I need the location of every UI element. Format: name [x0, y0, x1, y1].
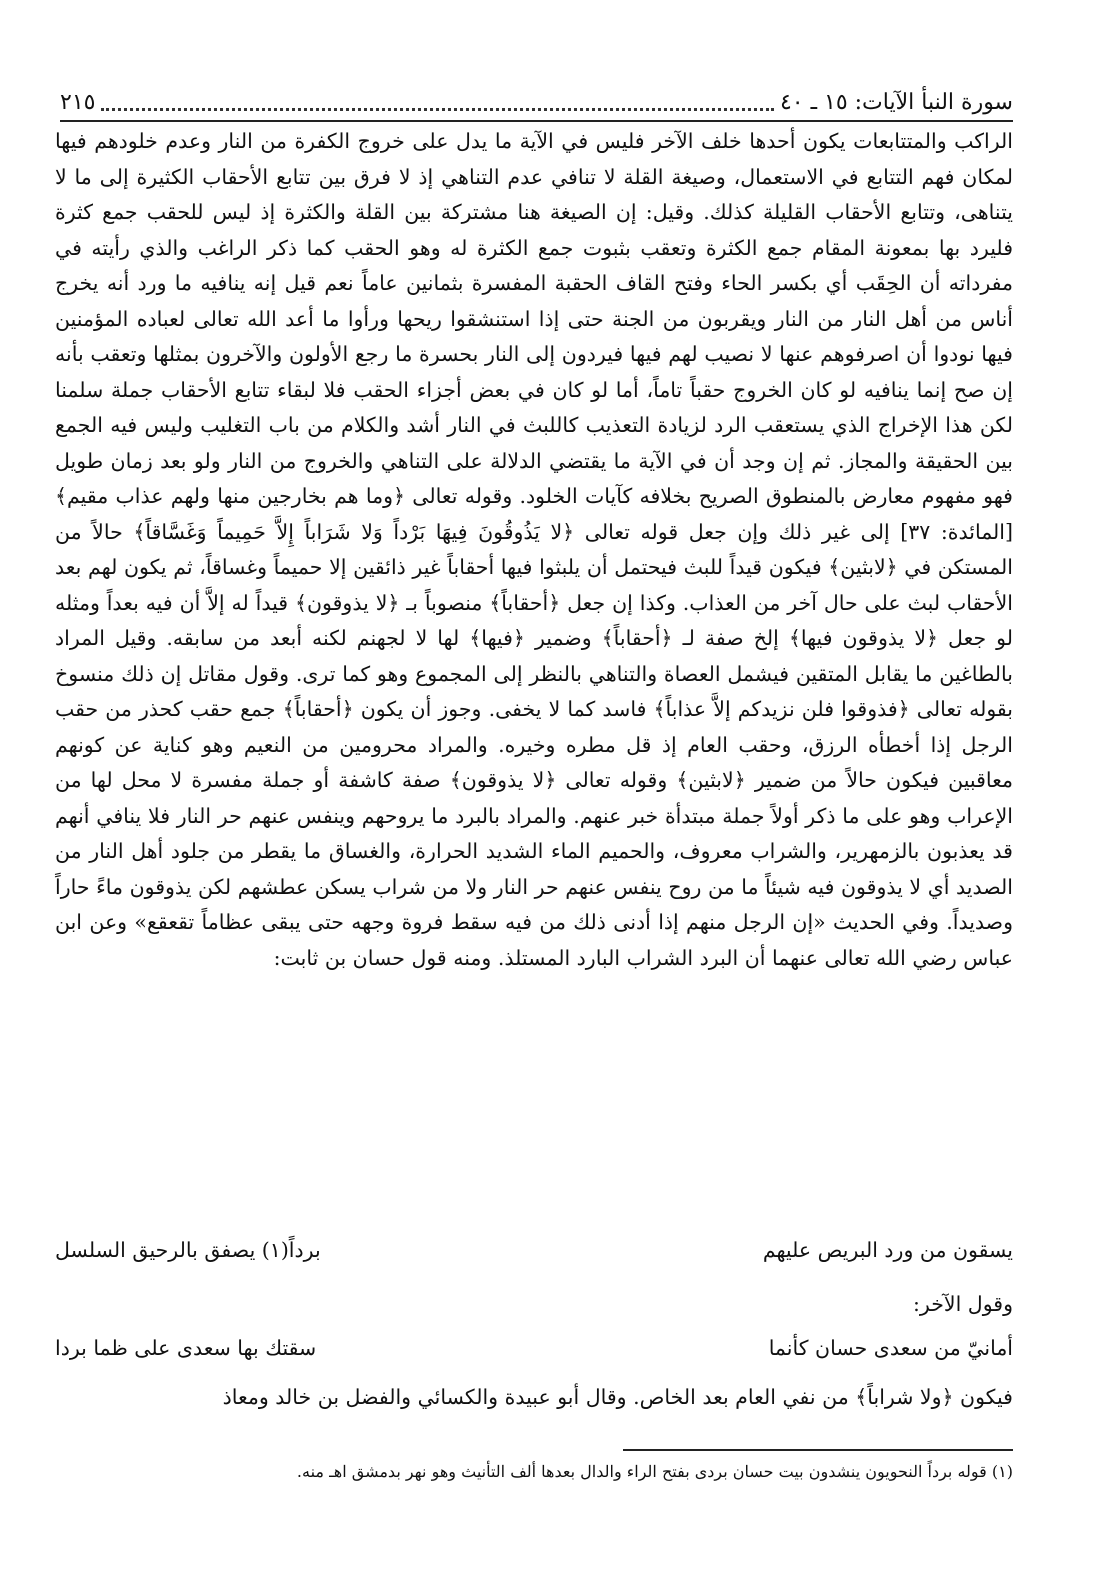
verse-2-first-hemistich: أمانيّ من سعدى حسان كأنما: [768, 1336, 1013, 1360]
closing-line: فيكون ﴿ولا شراباً﴾ من نفي العام بعد الخاص. وقال أبو عبيدة والكسائي والفضل بن خالد ومعاذ: [222, 1385, 1013, 1409]
footnote: (١) قوله برداً النحويون ينشدون بيت حسان بردى بفتح الراء والدال بعدها ألف التأنيث وهو نهر بدمشق اهـ منه.: [296, 1462, 1013, 1481]
verse-1-first-hemistich: يسقون من ورد البريص عليهم: [762, 1238, 1013, 1262]
header-rule: [60, 120, 1013, 122]
header-leader-dots: [101, 94, 773, 111]
surah-title: سورة النبأ الآيات: ١٥ ـ ٤٠: [779, 89, 1013, 115]
commentary-paragraph: الراكب والمتتابعات يكون أحدها خلف الآخر فليس في الآية ما يدل على خروج الكفرة من النار وعدم خلودهم فيها لمكان فهم التتابع في الاستعمال، وصيغة القلة لا تنافي عدم التناهي إذ لا فرق بين تتابع الأحقاب الكثيرة إلى ما لا يتناهى، وتتابع الأحقاب القليلة كذلك. وقيل: إن الصيغة هنا مشتركة بين القلة والكثرة إذ ليس للحقب جمع كثرة فليرد بها بمعونة المقام جمع الكثرة وتعقب بثبوت جمع الكثرة له وهو الحقب كما ذكر الراغب والذي رأيته في مفرداته أن الحِقَب أي بكسر الحاء وفتح القاف الحقبة المفسرة بثمانين عاماً نعم قيل إنه ينافيه ما ورد أنه يخرج أناس من أهل النار من النار ويقربون من الجنة حتى إذا استنشقوا ريحها ورأوا ما أعد الله تعالى لعباده المؤمنين فيها نودوا أن اصرفوهم عنها لا نصيب لهم فيها فيردون إلى النار بحسرة ما رجع الأولون والآخرون بمثلها وتعقب بأنه إن صح إنما ينافيه لو كان الخروج حقباً تاماً، أما لو كان في بعض أجزاء الحقب فلا لبقاء تتابع الأحقاب جملة سلمنا لكن هذا الإخراج الذي يستعقب الرد لزيادة التعذيب كاللبث في النار أشد والكلام من باب التغليب وليس فيه الجمع بين الحقيقة والمجاز. ثم إن وجد أن في الآية ما يقتضي الدلالة على التناهي والخروج من النار ولو بعد زمان طويل فهو مفهوم معارض بالمنطوق الصريح بخلافه كآيات الخلود. وقوله تعالى ﴿وما هم بخارجين منها ولهم عذاب مقيم﴾ [المائدة: ٣٧] إلى غير ذلك وإن جعل قوله تعالى ﴿لا يَذُوقُونَ فِيهَا بَرْداً وَلا شَرَاباً إِلاَّ حَمِيماً وَغَسَّاقاً﴾ حالاً من المستكن في ﴿لابثين﴾ فيكون قيداً للبث فيحتمل أن يلبثوا فيها أحقاباً غير ذائقين إلا حميماً وغساقاً، ثم يكون لهم بعد الأحقاب لبث على حال آخر من العذاب. وكذا إن جعل ﴿أحقاباً﴾ منصوباً بـ ﴿لا يذوقون﴾ قيداً له إلاَّ أن فيه بعداً ومثله لو جعل ﴿لا يذوقون فيها﴾ إلخ صفة لـ ﴿أحقاباً﴾ وضمير ﴿فيها﴾ لها لا لجهنم لكنه أبعد من سابقه. وقيل المراد بالطاغين ما يقابل المتقين فيشمل العصاة والتناهي بالنظر إلى المجموع وهو كما ترى. وقول مقاتل إن ذلك منسوخ بقوله تعالى ﴿فذوقوا فلن نزيدكم إلاَّ عذاباً﴾ فاسد كما لا يخفى. وجوز أن يكون ﴿أحقاباً﴾ جمع حقب كحذر من حقب الرجل إذا أخطأه الرزق، وحقب العام إذ قل مطره وخيره. والمراد محرومين من النعيم وهو كناية عن كونهم معاقبين فيكون حالاً من ضمير ﴿لابثين﴾ وقوله تعالى ﴿لا يذوقون﴾ صفة كاشفة أو جملة مفسرة لا محل لها من الإعراب وهو على ما ذكر أولاً جملة مبتدأة خبر عنهم. والمراد بالبرد ما يروحهم وينفس عنهم حر النار فلا ينافي أنهم قد يعذبون بالزمهرير، والشراب معروف، والحميم الماء الشديد الحرارة، والغساق ما يقطر من جلود أهل النار من الصديد أي لا يذوقون فيه شيئاً ما من روح ينفس عنهم حر النار ولا من شراب يسكن عطشهم لكن يذوقون ماءً حاراً وصديداً. وفي الحديث «إن الرجل منهم إذا أدنى ذلك من فيه سقط فروة وجهه حتى يبقى عظاماً تقعقع» وعن ابن عباس رضي الله تعالى عنهما أن البرد الشراب البارد المستلذ. ومنه قول حسان بن ثابت:: [55, 129, 1013, 970]
running-header: [60, 86, 1013, 118]
verse-1-second-hemistich: برداً(١) يصفق بالرحيق السلسل: [55, 1238, 321, 1262]
other-poet-intro: وقول الآخر:: [913, 1292, 1013, 1316]
footnote-rule: [623, 1449, 1013, 1451]
poetry-verse-1: [55, 1238, 1013, 1278]
main-text: [55, 124, 1013, 976]
page-number: ٢١٥: [60, 89, 96, 115]
poetry-verse-2: [55, 1336, 1013, 1376]
verse-2-second-hemistich: سقتك بها سعدى على ظما بردا: [55, 1336, 317, 1360]
